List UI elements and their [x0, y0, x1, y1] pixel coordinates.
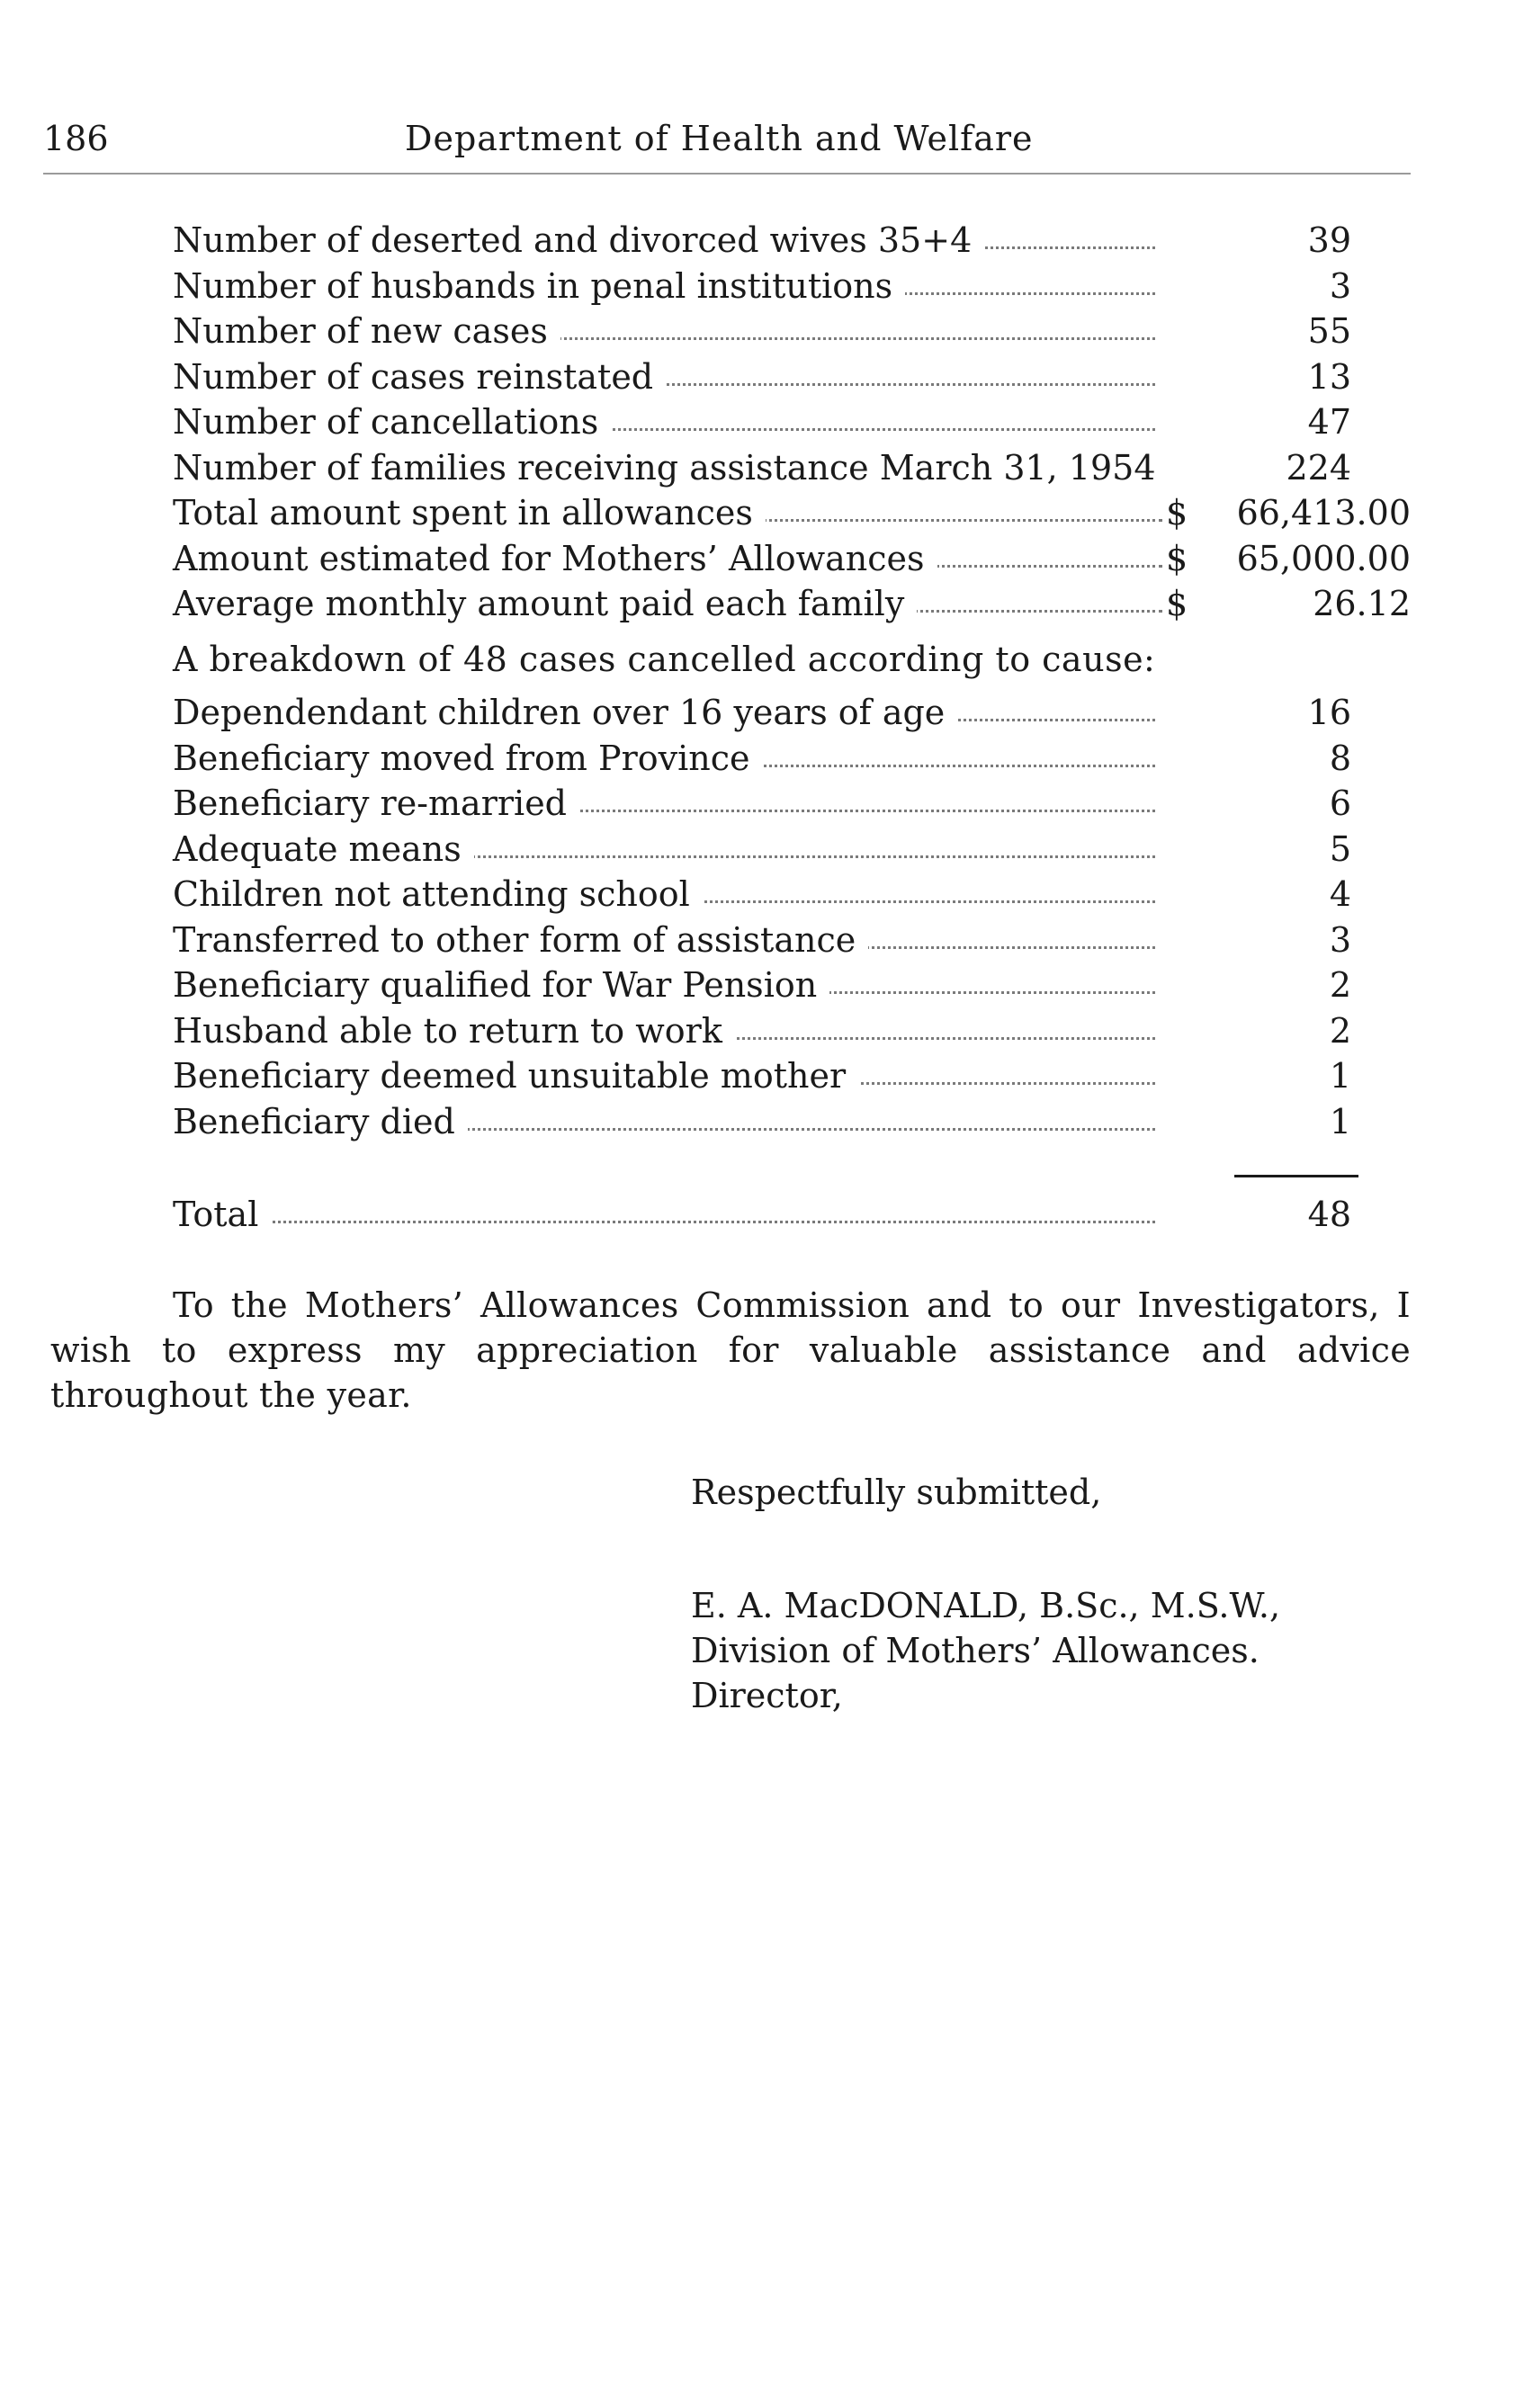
stat-row [173, 399, 1411, 445]
row-value: 4 [1329, 874, 1351, 914]
signature-title: Director, [691, 1676, 843, 1715]
stat-row [173, 264, 1411, 309]
signature-division: Division of Mothers’ Allowances. [691, 1631, 1260, 1670]
breakdown-row [173, 1099, 1411, 1145]
dollar-sign: $ [1166, 538, 1188, 578]
breakdown-row [173, 962, 1411, 1008]
breakdown-row [173, 690, 1411, 736]
total-row [173, 1192, 1411, 1238]
stat-row [173, 218, 1411, 264]
row-label: Beneficiary moved from Province [173, 736, 763, 782]
dot-leader [180, 1221, 1155, 1223]
row-label: Total [173, 1192, 271, 1238]
row-label: Number of deserted and divorced wives 35+4 [173, 218, 984, 264]
row-label: Dependendant children over 16 years of age [173, 690, 957, 736]
row-value: 1 [1329, 1101, 1351, 1141]
signature-closing: Respectfully submitted, [691, 1473, 1102, 1512]
row-label: Number of husbands in penal institutions [173, 264, 905, 309]
breakdown-row [173, 1053, 1411, 1099]
closing-paragraph: To the Mothers’ Allowances Commission and to our Investigators, I wish to express my appreciation for valuable assistance and advice throughout the year. [50, 1285, 1411, 1415]
row-value: 2 [1329, 965, 1351, 1005]
row-label: Total amount spent in allowances [173, 490, 766, 536]
row-label: Beneficiary re-married [173, 781, 579, 827]
breakdown-row [173, 736, 1411, 782]
stat-row [173, 309, 1411, 354]
total-rule [1234, 1175, 1358, 1177]
stat-row [173, 536, 1411, 582]
row-label: Beneficiary deemed unsuitable mother [173, 1053, 858, 1099]
row-label: Beneficiary qualified for War Pension [173, 962, 829, 1008]
stat-row [173, 581, 1411, 627]
row-value: 3 [1329, 265, 1351, 306]
dollar-sign: $ [1166, 493, 1188, 533]
row-value: 224 [1286, 447, 1351, 488]
row-label: Number of cases reinstated [173, 354, 666, 400]
dollar-sign: $ [1166, 584, 1188, 623]
row-label: Beneficiary died [173, 1099, 468, 1145]
row-label: Husband able to return to work [173, 1008, 735, 1054]
breakdown-row [173, 1008, 1411, 1054]
row-value: 16 [1307, 693, 1351, 732]
breakdown-row [173, 918, 1411, 963]
row-value: 8 [1329, 738, 1351, 778]
row-value: 55 [1307, 311, 1351, 351]
stat-row [173, 445, 1411, 491]
row-value: 1 [1329, 1056, 1351, 1096]
row-value: 65,000.00 [1236, 538, 1411, 578]
stat-row [173, 490, 1411, 536]
row-value: 66,413.00 [1236, 493, 1411, 533]
breakdown-heading: A breakdown of 48 cases cancelled according to cause: [173, 640, 1156, 679]
row-label: Average monthly amount paid each family [173, 581, 917, 627]
row-value: 47 [1307, 402, 1351, 442]
row-value: 3 [1329, 919, 1351, 960]
header-rule [43, 173, 1411, 175]
page-title: Department of Health and Welfare [405, 119, 1034, 158]
row-value: 26.12 [1313, 584, 1411, 623]
row-label: Transferred to other form of assistance [173, 918, 868, 963]
row-value: 13 [1307, 356, 1351, 397]
row-value: 2 [1329, 1010, 1351, 1051]
row-label: Children not attending school [173, 872, 703, 918]
breakdown-row [173, 827, 1411, 873]
row-value: 6 [1329, 783, 1351, 823]
stat-row [173, 354, 1411, 400]
breakdown-row [173, 872, 1411, 918]
row-value: 5 [1329, 828, 1351, 869]
row-label: Number of cancellations [173, 399, 611, 445]
page-number: 186 [43, 119, 109, 158]
breakdown-row [173, 781, 1411, 827]
row-label: Adequate means [173, 827, 474, 873]
signature-name: E. A. MacDONALD, B.Sc., M.S.W., [691, 1586, 1281, 1625]
row-label: Number of families receiving assistance March 31, 1954 [173, 445, 1169, 491]
row-label: Number of new cases [173, 309, 560, 354]
row-label: Amount estimated for Mothers’ Allowances [173, 536, 937, 582]
row-value: 39 [1307, 220, 1351, 260]
row-value: 48 [1307, 1195, 1351, 1234]
